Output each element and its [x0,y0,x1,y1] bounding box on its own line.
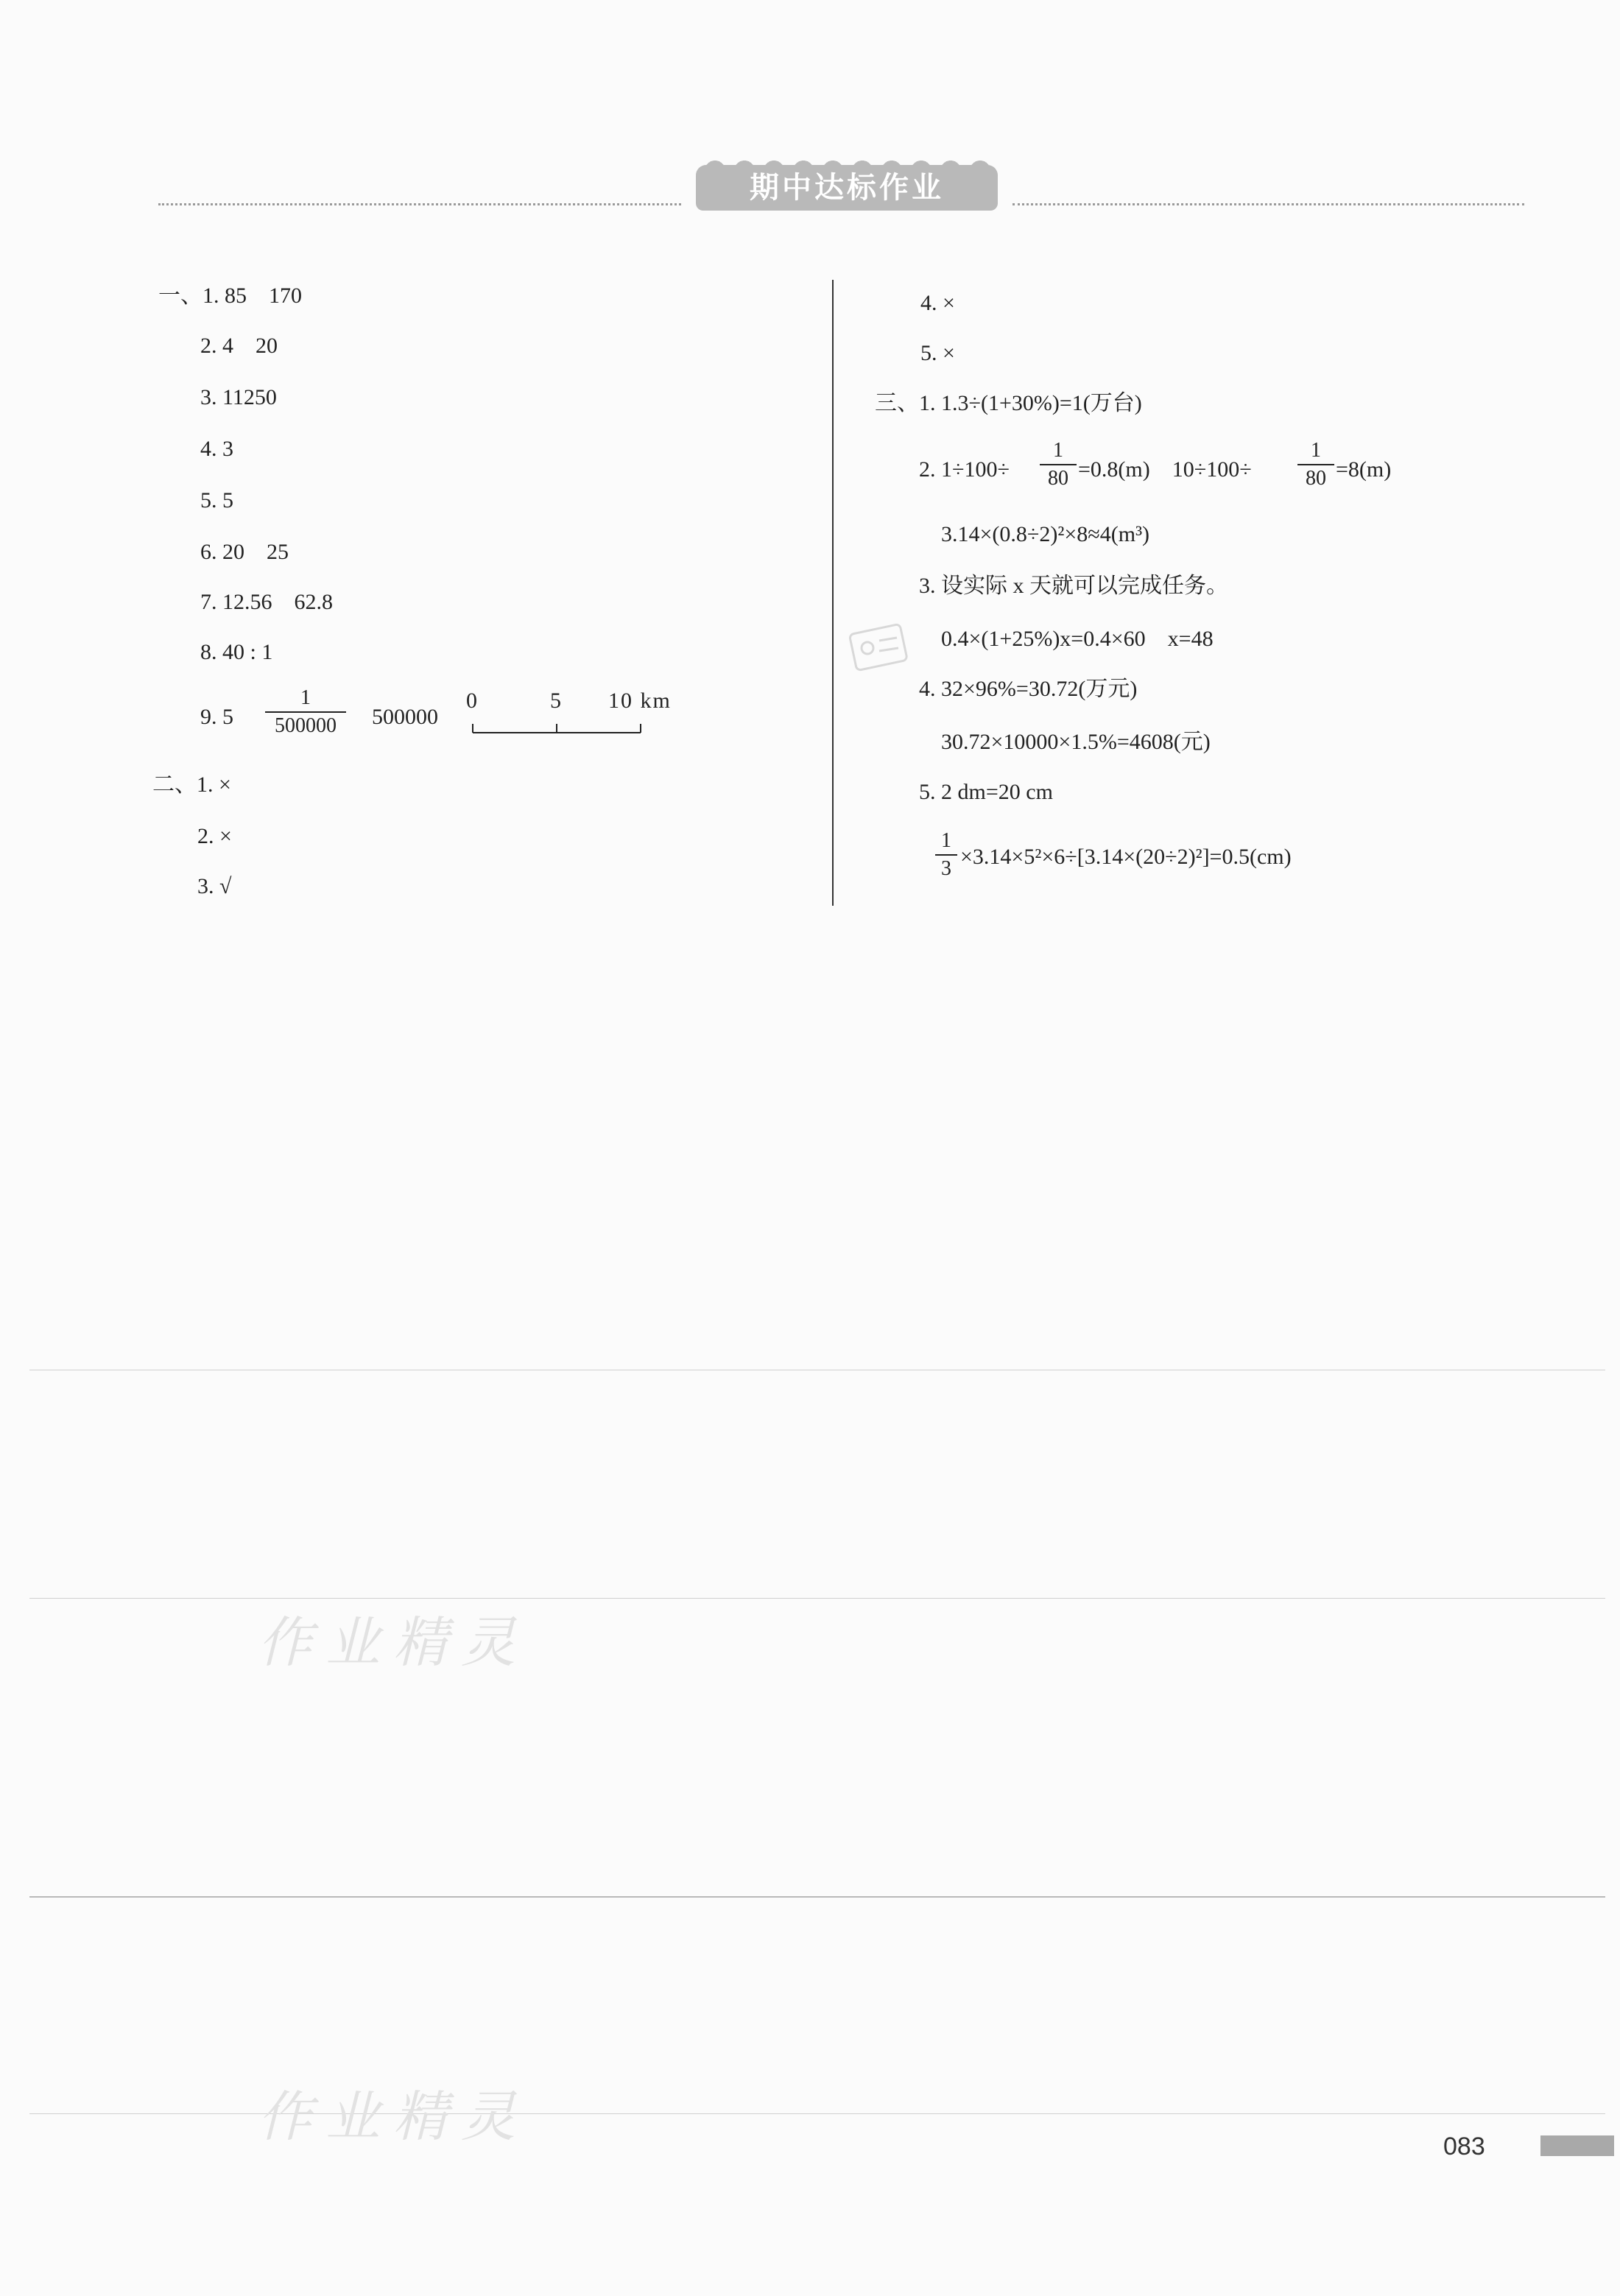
scale-label-5: 5 [550,689,561,713]
watermark-upper: 作业精灵 [258,1611,529,1675]
answer-1-9-prefix: 9. 5 [200,705,233,729]
answer-1-7: 7. 12.56 62.8 [200,590,333,614]
answer-3-5: 5. 2 dm=20 cm [919,780,1053,804]
answer-3-2-part-b: =0.8(m) 10÷100÷ [1078,457,1252,482]
scale-label-0: 0 [466,689,477,713]
fraction-numerator: 1 [941,829,951,852]
answer-3-4: 4. 32×96%=30.72(万元) [919,677,1138,701]
answer-2-2: 2. × [197,824,232,848]
answer-3-1: 三、1. 1.3÷(1+30%)=1(万台) [875,391,1142,415]
answer-3-2-part-a: 2. 1÷100÷ [919,457,1010,482]
header-dotted-rule-right [1012,203,1524,205]
section-title-banner: 期中达标作业 [696,165,998,211]
fraction-denominator: 80 [1048,467,1068,490]
page-rule [29,1896,1605,1898]
answer-2-1: 二、1. × [152,772,231,797]
fraction-numerator: 1 [1311,439,1321,462]
stamp-logo-graphic [838,619,919,677]
fraction-bar [1040,464,1077,465]
answer-3-2-part-c: =8(m) [1336,457,1392,482]
watermark-lower: 作业精灵 [258,2085,529,2149]
scale-fraction [265,686,346,738]
answer-2-4: 4. × [920,291,955,315]
header-dotted-rule-left [158,203,681,205]
fraction-1-80-b [1297,439,1334,490]
fraction-1-3 [935,829,957,881]
answer-3-3-line-2: 0.4×(1+25%)x=0.4×60 x=48 [941,627,1214,651]
answer-1-4: 4. 3 [200,437,233,461]
faint-rule [29,1598,1605,1599]
fraction-numerator: 1 [1053,439,1063,462]
scale-fraction-numerator: 1 [300,686,311,709]
page-number: 083 [1443,2133,1485,2161]
fraction-denominator: 80 [1306,467,1326,490]
answer-1-1: 一、1. 85 170 [158,284,302,308]
answer-3-2-line-2: 3.14×(0.8÷2)²×8≈4(m³) [941,522,1150,546]
fraction-bar [935,854,957,856]
answer-3-4-line-2: 30.72×10000×1.5%=4608(元) [941,730,1211,754]
fraction-bar [265,711,346,713]
answer-1-2: 2. 4 20 [200,334,278,358]
answer-3-3: 3. 设实际 x 天就可以完成任务。 [919,574,1228,598]
answer-2-3: 3. √ [197,874,232,898]
fraction-bar [1297,464,1334,465]
scale-label-10km: 10 km [608,689,672,713]
answer-1-9-value: 500000 [372,705,438,729]
answer-2-5: 5. × [920,341,955,365]
answer-1-6: 6. 20 25 [200,540,289,564]
scale-fraction-denominator: 500000 [275,714,337,737]
page-number-tab [1540,2135,1614,2156]
answer-3-5-line-2: ×3.14×5²×6÷[3.14×(20÷2)²]=0.5(cm) [960,845,1292,869]
column-divider [832,280,834,906]
fraction-denominator: 3 [941,857,951,880]
answer-1-3: 3. 11250 [200,385,277,409]
answer-1-8: 8. 40 : 1 [200,640,273,664]
answer-1-5: 5. 5 [200,488,233,513]
fraction-1-80-a [1040,439,1077,490]
